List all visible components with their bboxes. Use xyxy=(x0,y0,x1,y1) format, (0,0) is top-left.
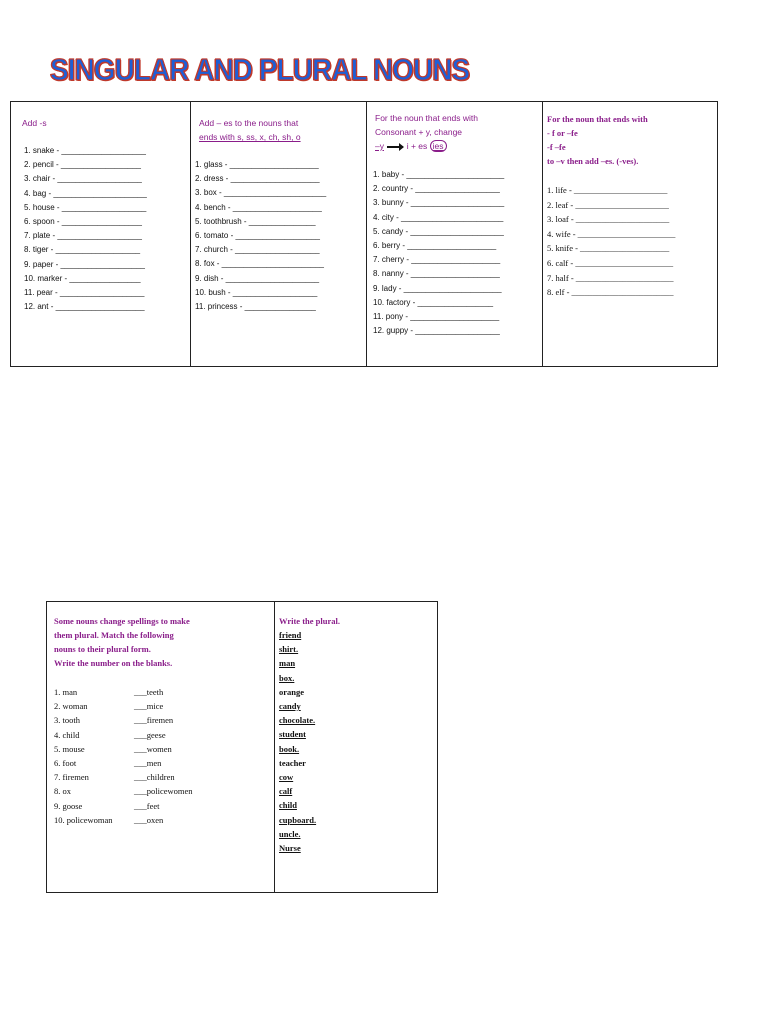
list-item: ___women xyxy=(134,743,172,754)
list-item: 10. bush - ___________________ xyxy=(195,287,318,297)
column-add-ves xyxy=(542,102,717,366)
list-item: 4. child xyxy=(54,729,80,740)
list-item: 6. calf - _______________________ xyxy=(547,257,674,268)
column-add-es xyxy=(190,102,366,366)
list-item: ___children xyxy=(134,772,175,783)
list-item: ___feet xyxy=(134,800,160,811)
list-item: candy xyxy=(279,701,301,712)
column-header: For the noun that ends with - f or –fe -f –fe to –v then add –es. (-ves). xyxy=(547,114,648,166)
list-item: child xyxy=(279,800,297,811)
list-item: ___mice xyxy=(134,701,164,712)
word-list xyxy=(279,628,316,855)
list-item: 12. guppy - ___________________ xyxy=(373,326,500,336)
list-item: 8. ox xyxy=(54,786,71,797)
list-item: 1. snake - ___________________ xyxy=(24,146,146,155)
list-item: 8. fox - _______________________ xyxy=(195,259,325,269)
list-item: 1. glass - ____________________ xyxy=(195,160,319,169)
list-item: teacher xyxy=(279,757,306,768)
list-item: 4. bench - ____________________ xyxy=(195,202,322,212)
column-header: Add -s xyxy=(22,118,47,128)
list-item: ___firemen xyxy=(134,715,174,726)
list-item: 7. church - ___________________ xyxy=(195,245,320,255)
list-item: cupboard. xyxy=(279,814,317,825)
list-item: 2. country - ___________________ xyxy=(373,184,500,194)
list-item: box. xyxy=(279,672,295,683)
list-item: 3. bunny - _____________________ xyxy=(373,198,505,208)
list-item: 4. wife - _______________________ xyxy=(547,228,676,239)
list-item: 3. box - _______________________ xyxy=(195,188,327,198)
list-item: 5. house - ___________________ xyxy=(24,202,147,212)
list-item: 6. foot xyxy=(54,758,77,769)
list-item: 10. policewoman xyxy=(54,814,113,825)
item-list xyxy=(547,183,675,300)
list-item: orange xyxy=(279,686,305,697)
list-item: 2. leaf - ______________________ xyxy=(547,199,669,210)
list-item: calf xyxy=(279,786,293,797)
list-item: 5. candy - _____________________ xyxy=(373,226,504,236)
list-item: friend xyxy=(279,630,302,640)
column-add-s xyxy=(11,102,190,366)
list-item: ___policewomen xyxy=(134,786,193,797)
list-item: 7. firemen xyxy=(54,772,89,783)
item-list xyxy=(24,144,147,314)
list-item: 2. woman xyxy=(54,701,88,712)
list-item: 5. toothbrush - _______________ xyxy=(195,216,316,226)
list-item: 4. bag - _____________________ xyxy=(24,188,147,198)
list-item: 6. spoon - __________________ xyxy=(24,217,142,227)
list-item: ___oxen xyxy=(134,814,164,825)
list-item: 8. nanny - ____________________ xyxy=(373,269,500,279)
list-item: 5. mouse xyxy=(54,743,85,754)
list-item: 10. factory - _________________ xyxy=(373,297,494,307)
list-item: 11. princess - ________________ xyxy=(195,302,316,312)
list-item: shirt. xyxy=(279,644,299,655)
list-item: ___geese xyxy=(134,729,166,740)
list-item: 9. paper - ___________________ xyxy=(24,259,145,269)
list-item: 5. knife - _____________________ xyxy=(547,243,670,254)
list-item: cow xyxy=(279,772,294,783)
list-item: chocolate. xyxy=(279,715,316,726)
singular-list xyxy=(54,685,113,827)
arrow-right-icon xyxy=(387,146,403,148)
column-add-ies xyxy=(366,102,542,366)
column-header: Add – es to the nouns that ends with s, ss, x, ch, sh, o xyxy=(199,118,301,142)
list-item: Nurse xyxy=(279,843,301,854)
list-item: 9. dish - _____________________ xyxy=(195,273,320,283)
list-item: 11. pear - ___________________ xyxy=(24,288,145,298)
list-item: student xyxy=(279,729,306,740)
list-item: 6. berry - ____________________ xyxy=(373,241,497,251)
list-item: 11. pony - ____________________ xyxy=(373,312,500,322)
list-item: 1. man xyxy=(54,687,78,697)
list-item: 9. goose xyxy=(54,800,83,811)
list-item: 3. chair - ___________________ xyxy=(24,174,142,184)
list-item: ___men xyxy=(134,758,162,769)
column-header: For the noun that ends with Consonant + y, change –y i + es ies xyxy=(375,113,479,151)
list-item: 10. marker - ________________ xyxy=(24,273,141,283)
list-item: 7. cherry - ____________________ xyxy=(373,255,501,265)
list-item: 4. city - _______________________ xyxy=(373,212,504,222)
list-item: 7. half - _______________________ xyxy=(547,272,674,283)
section-instructions: Some nouns change spellings to make them plural. Match the following nouns to their plural form. Write the number on the blanks. xyxy=(54,616,190,668)
plural-list xyxy=(134,685,193,827)
item-list xyxy=(195,158,326,314)
item-list xyxy=(373,168,504,338)
list-item: book. xyxy=(279,743,300,754)
list-item: 2. dress - ____________________ xyxy=(195,174,320,184)
list-item: 8. elf - ________________________ xyxy=(547,287,674,298)
section-instructions: Write the plural. xyxy=(279,616,340,626)
list-item: 12. ant - ____________________ xyxy=(24,302,145,312)
list-item: 6. tomato - ___________________ xyxy=(195,231,320,241)
exercise-table-2 xyxy=(46,601,438,893)
list-item: 1. baby - ______________________ xyxy=(373,170,505,179)
matching-section xyxy=(47,602,274,892)
list-item: 1. life - ______________________ xyxy=(547,185,668,195)
list-item: man xyxy=(279,658,296,669)
list-item: 8. tiger - ___________________ xyxy=(24,245,141,255)
list-item: 2. pencil - __________________ xyxy=(24,160,141,170)
exercise-table-1 xyxy=(10,101,718,367)
page-title: SINGULAR AND PLURAL NOUNS xyxy=(50,52,470,87)
list-item: 7. plate - ___________________ xyxy=(24,231,142,241)
list-item: 3. loaf - ______________________ xyxy=(547,214,670,225)
write-plural-section xyxy=(274,602,437,892)
list-item: 3. tooth xyxy=(54,715,80,726)
list-item: ___teeth xyxy=(134,687,164,697)
list-item: uncle. xyxy=(279,828,301,839)
list-item: 9. lady - ______________________ xyxy=(373,283,502,293)
